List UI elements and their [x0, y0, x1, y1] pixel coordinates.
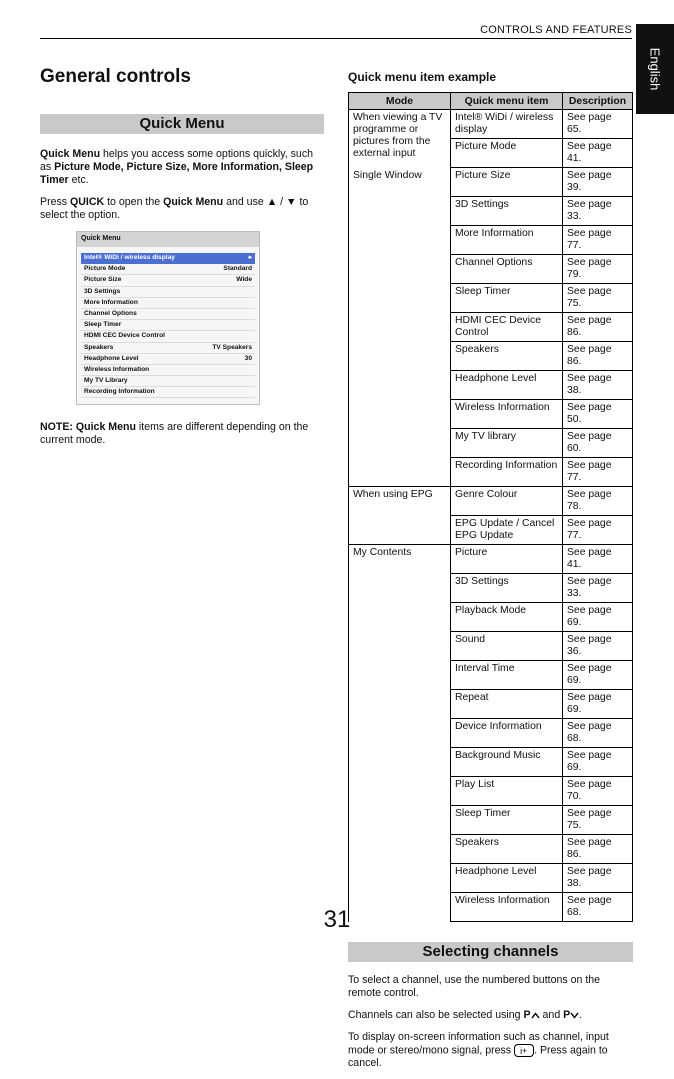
chevron-up-icon: [531, 1012, 540, 1019]
quick-menu-row-label: HDMI CEC Device Control: [84, 332, 165, 340]
quick-menu-row-label: Headphone Level: [84, 354, 139, 362]
menu-item-cell: Wireless Information: [451, 893, 563, 922]
menu-item-cell: Picture Mode: [451, 139, 563, 168]
quick-menu-list: [77, 247, 259, 404]
menu-item-cell: Background Music: [451, 748, 563, 777]
quick-menu-row-label: Sleep Timer: [84, 321, 122, 329]
menu-item-cell: 3D Settings: [451, 574, 563, 603]
table-row: [349, 487, 633, 516]
quick-menu-row-label: Speakers: [84, 343, 114, 351]
col-header-mode: Mode: [349, 93, 451, 110]
selecting-para-1: To select a channel, use the numbered buttons on the remote control.: [348, 974, 601, 999]
menu-item-cell: Picture: [451, 545, 563, 574]
quick-menu-row-value: Standard: [223, 265, 252, 273]
header-section-title: CONTROLS AND FEATURES: [480, 24, 632, 36]
table-row: [349, 545, 633, 574]
quick-menu-row: [81, 354, 255, 365]
menu-item-cell: Picture Size: [451, 168, 563, 197]
quick-menu-instructions: Press QUICK to open the Quick Menu and use ▲ / ▼ to select the option.: [40, 196, 309, 221]
mode-cell: [349, 487, 451, 545]
quick-menu-row: [81, 343, 255, 354]
left-column: [40, 66, 324, 456]
mode-cell: [349, 545, 451, 922]
quick-menu-intro: Quick Menu helps you access some options quickly, such as Picture Mode, Picture Size, More Information, Sleep Timer etc.: [40, 148, 314, 186]
menu-item-cell: Headphone Level: [451, 864, 563, 893]
menu-item-cell: More Information: [451, 226, 563, 255]
language-tab: [636, 24, 674, 114]
description-cell: See page 69.: [563, 748, 633, 777]
description-cell: See page 33.: [563, 197, 633, 226]
description-cell: See page 39.: [563, 168, 633, 197]
quick-menu-row-label: Picture Size: [84, 276, 122, 284]
menu-item-cell: Play List: [451, 777, 563, 806]
quick-menu-row-label: Picture Mode: [84, 265, 126, 273]
menu-item-cell: Interval Time: [451, 661, 563, 690]
description-cell: See page 36.: [563, 632, 633, 661]
description-cell: See page 86.: [563, 835, 633, 864]
description-cell: See page 79.: [563, 255, 633, 284]
quick-menu-screen-title: Quick Menu: [77, 232, 259, 247]
description-cell: See page 75.: [563, 806, 633, 835]
description-cell: See page 70.: [563, 777, 633, 806]
quick-menu-row-value: TV Speakers: [212, 343, 252, 351]
quick-menu-row: [81, 320, 255, 331]
description-cell: See page 69.: [563, 603, 633, 632]
quick-menu-row-label: 3D Settings: [84, 287, 121, 295]
description-cell: See page 77.: [563, 458, 633, 487]
description-cell: See page 41.: [563, 139, 633, 168]
quick-menu-row: [81, 287, 255, 298]
selecting-para-3: To display on-screen information such as channel, input mode or stereo/mono signal, press i+ . Press again to cancel.: [348, 1031, 609, 1070]
description-cell: See page 86.: [563, 313, 633, 342]
quick-menu-screenshot: [76, 231, 260, 405]
quick-menu-heading: Quick Menu: [40, 114, 324, 134]
menu-item-cell: Headphone Level: [451, 371, 563, 400]
table-header-row: [349, 93, 633, 110]
description-cell: See page 78.: [563, 487, 633, 516]
menu-item-cell: Sleep Timer: [451, 284, 563, 313]
selecting-para-2: Channels can also be selected using P and P .: [348, 1009, 583, 1021]
mode-text: When viewing a TV programme or pictures from the external input: [353, 112, 443, 159]
quick-menu-row-label: Channel Options: [84, 309, 137, 317]
mode-cell: [349, 110, 451, 487]
description-cell: See page 68.: [563, 719, 633, 748]
description-cell: See page 50.: [563, 400, 633, 429]
quick-menu-row: [81, 365, 255, 376]
header-rule: [40, 38, 632, 39]
description-cell: See page 65.: [563, 110, 633, 139]
mode-text: My Contents: [353, 547, 412, 558]
quick-menu-row: [81, 387, 255, 398]
col-header-item: Quick menu item: [451, 93, 563, 110]
menu-item-cell: HDMI CEC Device Control: [451, 313, 563, 342]
description-cell: See page 41.: [563, 545, 633, 574]
description-cell: See page 69.: [563, 690, 633, 719]
quick-menu-row-value: ▸: [248, 254, 252, 261]
menu-item-cell: Sound: [451, 632, 563, 661]
description-cell: See page 60.: [563, 429, 633, 458]
language-tab-label: English: [647, 47, 663, 91]
quick-menu-row-label: Recording Information: [84, 388, 155, 396]
quick-menu-row-label: My TV Library: [84, 377, 128, 385]
quick-menu-row-value: 30: [244, 354, 252, 362]
quick-menu-row: [81, 309, 255, 320]
selecting-channels-heading: Selecting channels: [348, 942, 633, 962]
description-cell: See page 69.: [563, 661, 633, 690]
quick-menu-row: [81, 275, 255, 286]
quick-menu-row: [81, 376, 255, 387]
quick-menu-row-label: Intel® WiDi / wireless display: [84, 254, 175, 261]
description-cell: See page 38.: [563, 371, 633, 400]
description-cell: See page 38.: [563, 864, 633, 893]
description-cell: See page 77.: [563, 516, 633, 545]
menu-item-cell: Recording Information: [451, 458, 563, 487]
quick-menu-row-label: Wireless Information: [84, 365, 150, 373]
menu-item-cell: Speakers: [451, 342, 563, 371]
table-title: Quick menu item example: [348, 70, 497, 84]
menu-item-cell: Sleep Timer: [451, 806, 563, 835]
quick-menu-note: NOTE: Quick Menu items are different depending on the current mode.: [40, 421, 309, 447]
quick-menu-row: [81, 298, 255, 309]
quick-menu-row-label: More Information: [84, 298, 138, 306]
menu-item-cell: Speakers: [451, 835, 563, 864]
description-cell: See page 77.: [563, 226, 633, 255]
chevron-down-icon: [570, 1012, 579, 1019]
table-row: [349, 110, 633, 139]
mode-text: Single Window: [353, 170, 422, 181]
mode-text: When using EPG: [353, 489, 433, 500]
quick-menu-row: [81, 331, 255, 342]
menu-item-cell: 3D Settings: [451, 197, 563, 226]
quick-menu-row: [81, 253, 255, 264]
col-header-description: Description: [563, 93, 633, 110]
quick-menu-table: [348, 92, 633, 922]
description-cell: See page 33.: [563, 574, 633, 603]
menu-item-cell: My TV library: [451, 429, 563, 458]
quick-menu-row: [81, 264, 255, 275]
menu-item-cell: Wireless Information: [451, 400, 563, 429]
menu-item-cell: Device Information: [451, 719, 563, 748]
menu-item-cell: Repeat: [451, 690, 563, 719]
info-button-icon: i+: [514, 1044, 534, 1057]
quick-menu-row-value: Wide: [236, 276, 252, 284]
menu-item-cell: Playback Mode: [451, 603, 563, 632]
menu-item-cell: EPG Update / Cancel EPG Update: [451, 516, 563, 545]
description-cell: See page 86.: [563, 342, 633, 371]
page-number: 31: [323, 906, 351, 933]
description-cell: See page 75.: [563, 284, 633, 313]
menu-item-cell: Intel® WiDi / wireless display: [451, 110, 563, 139]
menu-item-cell: Genre Colour: [451, 487, 563, 516]
description-cell: See page 68.: [563, 893, 633, 922]
page-title: General controls: [40, 66, 191, 87]
menu-item-cell: Channel Options: [451, 255, 563, 284]
